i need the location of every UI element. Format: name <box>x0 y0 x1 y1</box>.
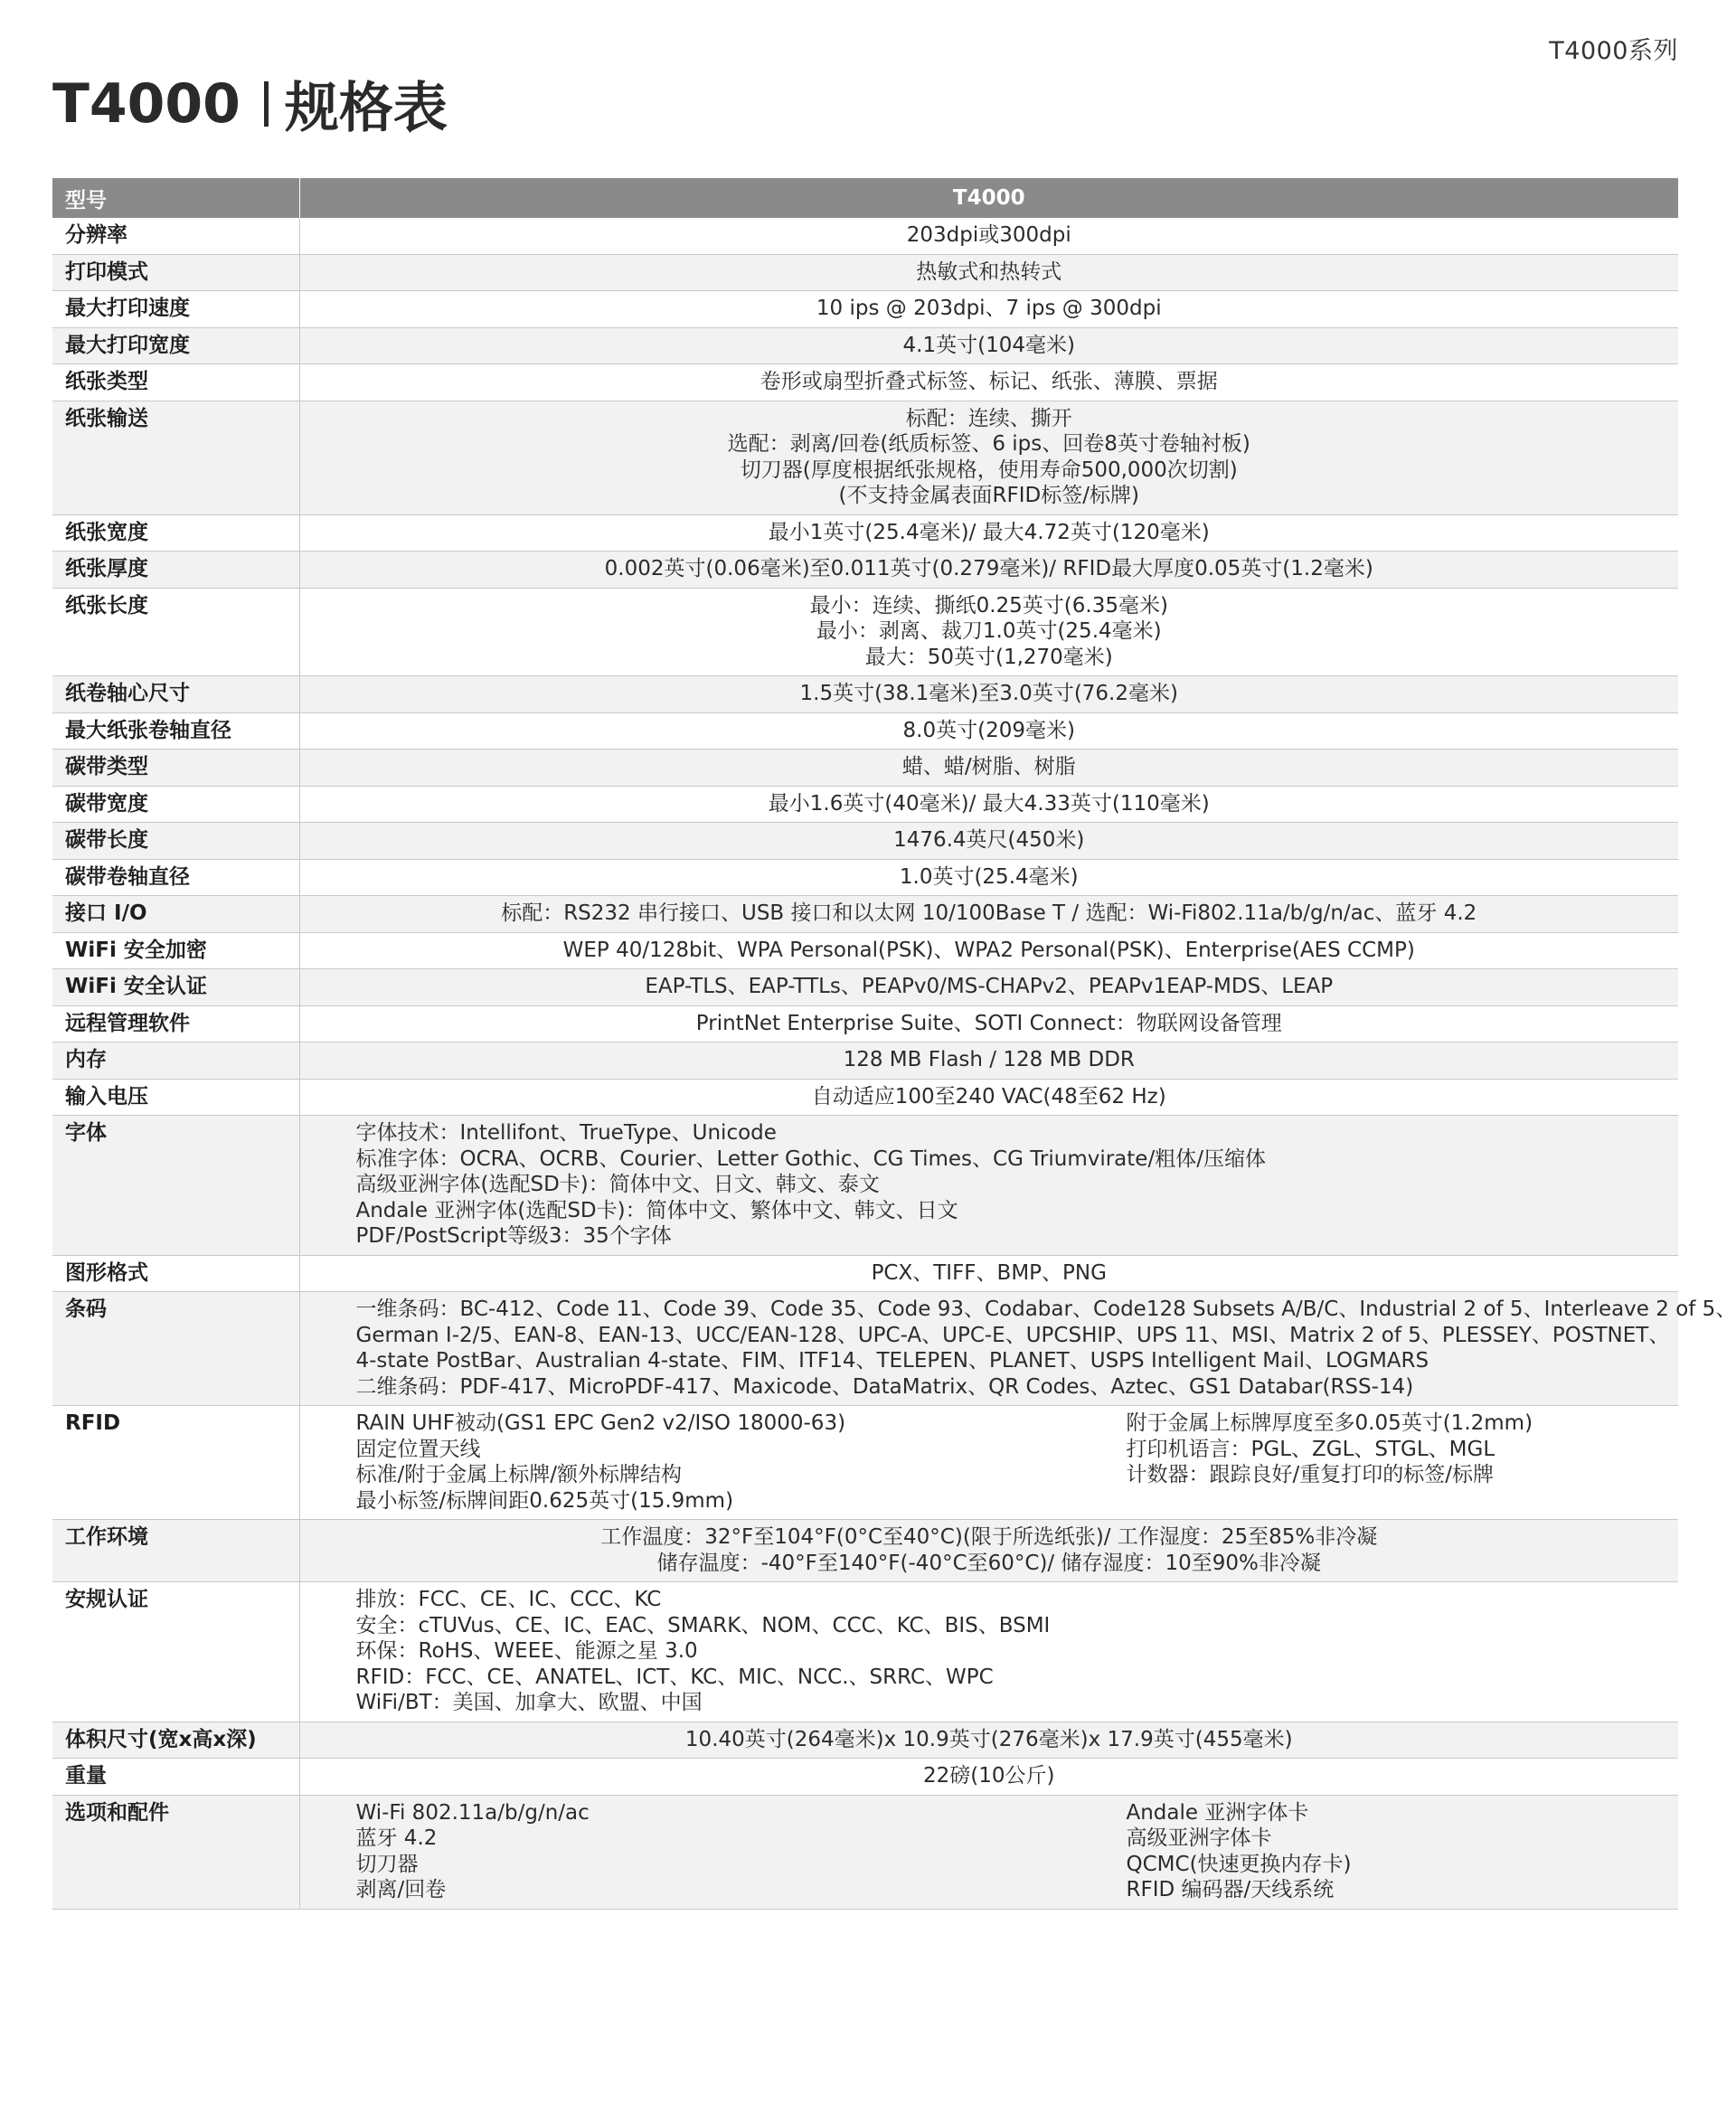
spec-value-line: 标配：连续、撕开 <box>905 406 1072 430</box>
spec-value <box>299 588 1678 676</box>
spec-value-line: 1.0英寸(25.4毫米) <box>899 864 1079 889</box>
spec-value-line: 22磅(10公斤) <box>923 1764 1055 1788</box>
spec-value-line: 打印机语言：PGL、ZGL、STGL、MGL <box>1126 1437 1495 1461</box>
spec-value-line: 203dpi或300dpi <box>906 223 1071 247</box>
spec-value-line: 蜡、蜡/树脂、树脂 <box>901 755 1076 778</box>
spec-value-line: RFID：FCC、CE、ANATEL、ICT、KC、MIC、NCC.、SRRC、WPC <box>355 1665 994 1689</box>
spec-value <box>299 401 1678 514</box>
spec-value-line: 字体技术：Intellifont、TrueType、Unicode <box>355 1121 777 1145</box>
table-row <box>52 1005 1678 1043</box>
spec-value-line: 10.40英寸(264毫米)x 10.9英寸(276毫米)x 17.9英寸(455毫米) <box>684 1727 1293 1751</box>
spec-value-line: 标配：RS232 串行接口、USB 接口和以太网 10/100Base T / 选配：Wi-Fi802.11a/b/g/n/ac、蓝牙 4.2 <box>501 901 1477 925</box>
table-row <box>52 1406 1678 1520</box>
spec-value-line: RAIN UHF被动(GS1 EPC Gen2 v2/ISO 18000-63) <box>355 1411 846 1435</box>
table-row <box>52 1582 1678 1722</box>
spec-value <box>299 750 1678 787</box>
table-row <box>52 327 1678 364</box>
spec-value-line: 一维条码：BC-412、Code 11、Code 39、Code 35、Code 93、Codabar、Code128 Subsets A/B/C、Industrial 2 of 5、Interleave 2 of 5、 <box>355 1297 1736 1321</box>
spec-value-line: 4-state PostBar、Australian 4-state、FIM、ITF14、TELEPEN、PLANET、USPS Intelligent Mail、LOGMARS <box>355 1349 1429 1373</box>
spec-value <box>299 969 1678 1006</box>
table-row <box>52 1079 1678 1116</box>
spec-value <box>299 1255 1678 1292</box>
spec-value-line: 切刀器 <box>355 1852 419 1876</box>
spec-value <box>299 1520 1678 1582</box>
spec-value-line: 选配：剥离/回卷(纸质标签、6 ips、回卷8英寸卷轴衬板) <box>727 432 1250 456</box>
table-row <box>52 1292 1678 1406</box>
spec-label: 最大打印宽度 <box>52 327 299 364</box>
spec-value-column-right <box>1127 1411 1666 1514</box>
spec-label: 打印模式 <box>52 254 299 291</box>
table-row <box>52 750 1678 787</box>
spec-value <box>299 1043 1678 1080</box>
spec-value-column-left <box>356 1800 1127 1903</box>
spec-value <box>299 896 1678 933</box>
table-row <box>52 1255 1678 1292</box>
table-row <box>52 1795 1678 1909</box>
spec-value <box>299 1759 1678 1796</box>
spec-label: 最大打印速度 <box>52 291 299 328</box>
spec-value-line: 最小标签/标牌间距0.625英寸(15.9mm) <box>355 1488 734 1513</box>
table-row <box>52 514 1678 552</box>
spec-value-line: 0.002英寸(0.06毫米)至0.011英寸(0.279毫米)/ RFID最大厚度0.05英寸(1.2毫米) <box>604 557 1373 580</box>
table-row <box>52 254 1678 291</box>
table-row <box>52 859 1678 896</box>
spec-value-line: 标准/附于金属上标牌/额外标牌结构 <box>355 1463 682 1486</box>
spec-value-line: 1476.4英尺(450米) <box>893 828 1085 852</box>
spec-label: WiFi 安全加密 <box>52 932 299 969</box>
spec-label: 字体 <box>52 1116 299 1256</box>
table-row <box>52 1759 1678 1796</box>
spec-value <box>299 327 1678 364</box>
spec-value-line: PrintNet Enterprise Suite、SOTI Connect：物联网设备管理 <box>695 1011 1282 1035</box>
spec-value-line: 计数器：跟踪良好/重复打印的标签/标牌 <box>1126 1463 1494 1486</box>
spec-value <box>299 291 1678 328</box>
spec-value-line: 排放：FCC、CE、IC、CCC、KC <box>355 1588 662 1611</box>
spec-value <box>299 1079 1678 1116</box>
page-title <box>52 65 448 143</box>
spec-value <box>299 676 1678 713</box>
spec-value-line: 工作温度：32°F至104°F(0°C至40°C)(限于所选纸张)/ 工作湿度：25至85%非冷凝 <box>600 1525 1378 1549</box>
spec-value <box>299 1292 1736 1406</box>
spec-value <box>299 514 1678 552</box>
spec-value-columns <box>356 1411 1666 1514</box>
spec-label: 碳带类型 <box>52 750 299 787</box>
spec-value-line: WiFi/BT：美国、加拿大、欧盟、中国 <box>355 1691 703 1714</box>
spec-label: 安规认证 <box>52 1582 299 1722</box>
spec-value-line: 附于金属上标牌厚度至多0.05英寸(1.2mm) <box>1126 1411 1533 1435</box>
spec-value-line: 高级亚洲字体(选配SD卡)：简体中文、日文、韩文、泰文 <box>355 1173 880 1196</box>
table-row <box>52 712 1678 750</box>
spec-value <box>299 823 1678 860</box>
spec-value-line: 剥离/回卷 <box>355 1878 447 1901</box>
table-row <box>52 401 1678 514</box>
title-text: 规格表 <box>284 77 448 140</box>
spec-label: 接口 I/O <box>52 896 299 933</box>
spec-value-line: Wi-Fi 802.11a/b/g/n/ac <box>355 1800 590 1825</box>
spec-value-line: Andale 亚洲字体(选配SD卡)：简体中文、繁体中文、韩文、日文 <box>355 1198 958 1222</box>
spec-value <box>299 932 1678 969</box>
spec-table-body <box>52 218 1736 1909</box>
spec-label: 输入电压 <box>52 1079 299 1116</box>
spec-value-line: 最大：50英寸(1,270毫米) <box>864 645 1113 669</box>
spec-label: 远程管理软件 <box>52 1005 299 1043</box>
table-row <box>52 1520 1678 1582</box>
spec-label: 纸张厚度 <box>52 552 299 589</box>
spec-label: 工作环境 <box>52 1520 299 1582</box>
spec-value <box>299 712 1678 750</box>
spec-label: 纸张宽度 <box>52 514 299 552</box>
spec-label: 图形格式 <box>52 1255 299 1292</box>
spec-value <box>299 218 1678 254</box>
spec-value-line: WEP 40/128bit、WPA Personal(PSK)、WPA2 Personal(PSK)、Enterprise(AES CCMP) <box>562 938 1415 962</box>
spec-value-line: 固定位置天线 <box>355 1437 481 1461</box>
spec-value <box>299 254 1678 291</box>
spec-value-columns <box>356 1800 1666 1903</box>
spec-value-line: (不支持金属表面RFID标签/标牌) <box>838 484 1139 507</box>
spec-label: 纸张输送 <box>52 401 299 514</box>
spec-value-line: RFID 编码器/天线系统 <box>1126 1878 1335 1901</box>
table-row <box>52 291 1678 328</box>
spec-value-line: German I-2/5、EAN-8、EAN-13、UCC/EAN-128、UPC-A、UPC-E、UPCSHIP、UPS 11、MSI、Matrix 2 of 5、PLESSEY、POSTNET、 <box>355 1323 1670 1347</box>
table-header-row <box>52 178 1678 218</box>
spec-value-line: PDF/PostScript等级3：35个字体 <box>355 1224 672 1248</box>
spec-label: 最大纸张卷轴直径 <box>52 712 299 750</box>
title-model: T4000 <box>52 72 241 136</box>
spec-value-column-right <box>1127 1800 1666 1903</box>
spec-value-line: 二维条码：PDF-417、MicroPDF-417、Maxicode、DataMatrix、QR Codes、Aztec、GS1 Databar(RSS-14) <box>355 1374 1414 1399</box>
header-value-cell: T4000 <box>299 178 1678 218</box>
spec-value <box>299 859 1678 896</box>
table-row <box>52 552 1678 589</box>
spec-value <box>299 1722 1678 1759</box>
spec-value-line: 最小：剥离、裁刀1.0英寸(25.4毫米) <box>816 619 1162 643</box>
spec-value-line: 安全：cTUVus、CE、IC、EAC、SMARK、NOM、CCC、KC、BIS、BSMI <box>355 1613 1051 1637</box>
spec-label: 分辨率 <box>52 218 299 254</box>
table-row <box>52 896 1678 933</box>
title-separator <box>264 81 269 127</box>
spec-value-line: 最小1英寸(25.4毫米)/ 最大4.72英寸(120毫米) <box>768 520 1210 544</box>
spec-value-line: 4.1英寸(104毫米) <box>902 333 1075 357</box>
spec-label: 纸张长度 <box>52 588 299 676</box>
spec-label: 碳带卷轴直径 <box>52 859 299 896</box>
spec-value-column-left <box>356 1411 1127 1514</box>
table-row <box>52 676 1678 713</box>
table-row <box>52 1722 1678 1759</box>
spec-label: RFID <box>52 1406 299 1520</box>
spec-label: 内存 <box>52 1043 299 1080</box>
spec-value-line: 蓝牙 4.2 <box>355 1826 438 1850</box>
table-row <box>52 588 1678 676</box>
spec-value-line: 最小：连续、撕纸0.25英寸(6.35毫米) <box>809 593 1168 618</box>
spec-value-line: 高级亚洲字体卡 <box>1126 1826 1272 1850</box>
spec-value-line: 储存温度：-40°F至140°F(-40°C至60°C)/ 储存湿度：10至90%非冷凝 <box>656 1551 1321 1575</box>
series-label: T4000系列 <box>1549 37 1678 65</box>
spec-value <box>299 786 1678 823</box>
table-row <box>52 932 1678 969</box>
table-row <box>52 1043 1678 1080</box>
spec-value-line: 标准字体：OCRA、OCRB、Courier、Letter Gothic、CG Times、CG Triumvirate/粗体/压缩体 <box>355 1146 1266 1171</box>
spec-value-line: QCMC(快速更换内存卡) <box>1126 1852 1352 1876</box>
spec-label: 重量 <box>52 1759 299 1796</box>
spec-value <box>299 1005 1678 1043</box>
spec-value-line: 卷形或扇型折叠式标签、标记、纸张、薄膜、票据 <box>760 370 1218 393</box>
table-row <box>52 1116 1678 1256</box>
spec-value <box>299 552 1678 589</box>
table-row <box>52 364 1678 401</box>
spec-table <box>52 178 1736 1910</box>
spec-label: 纸卷轴心尺寸 <box>52 676 299 713</box>
spec-value <box>299 1406 1678 1520</box>
spec-label: 碳带长度 <box>52 823 299 860</box>
spec-label: 条码 <box>52 1292 299 1406</box>
spec-value <box>299 1582 1678 1722</box>
table-row <box>52 969 1678 1006</box>
spec-value-line: 切刀器(厚度根据纸张规格，使用寿命500,000次切割) <box>740 458 1238 482</box>
table-row <box>52 823 1678 860</box>
spec-value-line: EAP-TLS、EAP-TTLs、PEAPv0/MS-CHAPv2、PEAPv1EAP-MDS、LEAP <box>645 975 1334 998</box>
spec-label: WiFi 安全认证 <box>52 969 299 1006</box>
spec-value-line: 热敏式和热转式 <box>916 259 1062 284</box>
header-key-cell: 型号 <box>52 178 299 218</box>
spec-value-line: 环保：RoHS、WEEE、能源之星 3.0 <box>355 1639 698 1663</box>
spec-label: 选项和配件 <box>52 1795 299 1909</box>
spec-value-line: 1.5英寸(38.1毫米)至3.0英寸(76.2毫米) <box>799 682 1178 705</box>
spec-value <box>299 1795 1678 1909</box>
spec-value-line: 128 MB Flash / 128 MB DDR <box>843 1048 1135 1071</box>
spec-value <box>299 1116 1678 1256</box>
spec-value <box>299 364 1678 401</box>
table-row <box>52 786 1678 823</box>
table-row <box>52 218 1678 254</box>
spec-value-line: 8.0英寸(209毫米) <box>902 718 1075 742</box>
spec-label: 碳带宽度 <box>52 786 299 823</box>
spec-value-line: 最小1.6英寸(40毫米)/ 最大4.33英寸(110毫米) <box>768 791 1210 816</box>
spec-value-line: PCX、TIFF、BMP、PNG <box>871 1260 1107 1285</box>
spec-value-line: Andale 亚洲字体卡 <box>1126 1800 1309 1825</box>
spec-label: 纸张类型 <box>52 364 299 401</box>
spec-value-line: 10 ips @ 203dpi、7 ips @ 300dpi <box>816 297 1162 320</box>
spec-value-line: 自动适应100至240 VAC(48至62 Hz) <box>811 1084 1166 1109</box>
spec-label: 体积尺寸(宽x高x深) <box>52 1722 299 1759</box>
